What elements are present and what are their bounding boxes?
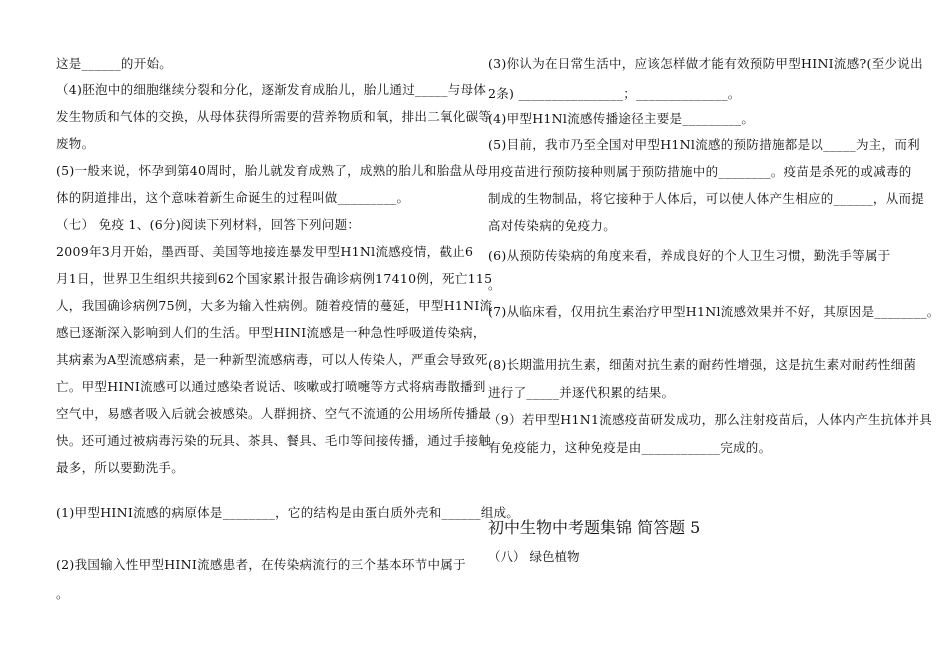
- question-6: (6)从预防传染病的角度来看，养成良好的个人卫生习惯，勤洗手等属于: [488, 248, 891, 263]
- text-line: 有免疫能力，这种免疫是由____________完成的。: [488, 440, 772, 455]
- question-9: （9）若甲型H1N1流感疫苗研发成功，那么注射疫苗后，人体内产生抗体并具: [488, 412, 932, 427]
- question-3: (3)你认为在日常生活中，应该怎样做才能有效预防甲型HINI流感?(至少说出: [488, 56, 923, 71]
- text-line: 人，我国确诊病例75例，大多为输入性病例。随着疫情的蔓延，甲型H1NI流: [56, 298, 493, 313]
- question-7: (7)从临床看，仅用抗生素治疗甲型H1Nl流感效果并不好，其原因是________。: [488, 304, 940, 319]
- text-line: 月1日，世界卫生组织共接到62个国家累计报告确诊病例17410例，死亡115: [56, 271, 493, 286]
- text-line: 发生物质和气体的交换，从母体获得所需要的营养物质和氧，排出二氧化碳等: [56, 109, 492, 124]
- text-line: 。: [488, 277, 501, 292]
- text-line: 体的阴道排出，这个意味着新生命诞生的过程叫做_________。: [56, 190, 410, 205]
- text-line: 高对传染病的免疫力。: [488, 218, 617, 233]
- text-line: 废物。: [56, 136, 95, 151]
- text-line: 快。还可通过被病毒污染的玩具、茶具、餐具、毛巾等间接传播，通过手接触: [56, 433, 492, 448]
- text-line: 2条) ________________；______________。: [488, 86, 741, 101]
- text-line: 2009年3月开始，墨西哥、美国等地接连暴发甲型H1Nl流感疫情，截止6: [56, 244, 474, 259]
- section-heading-immunity: （七） 免疫 1、(6分)阅读下列材料，回答下列问题：: [56, 217, 361, 232]
- text-line: 用疫苗进行预防接种则属于预防措施中的________。疫苗是杀死的或减毒的: [488, 164, 912, 179]
- question-8: (8)长期滥用抗生素，细菌对抗生素的耐药性增强，这是抗生素对耐药性细菌: [488, 357, 917, 372]
- text-line: 空气中，易感者吸入后就会被感染。人群拥挤、空气不流通的公用场所传播最: [56, 406, 492, 421]
- section-subheading: （八） 绿色植物: [488, 549, 580, 564]
- text-line: 。: [56, 586, 69, 601]
- text-line: 进行了_____并逐代积累的结果。: [488, 385, 675, 400]
- question-1: (1)甲型HINI流感的病原体是________，它的结构是由蛋白质外壳和______组成。: [56, 505, 520, 520]
- question-5: (5)目前，我市乃至全国对甲型H1Nl流感的预防措施都是以_____为主，而利: [488, 137, 920, 152]
- text-line: (5)一般来说，怀孕到第40周时，胎儿就发育成熟了，成熟的胎儿和胎盘从母: [56, 163, 488, 178]
- question-4: (4)甲型H1Nl流感传播途径主要是_________。: [488, 111, 755, 126]
- text-line: 这是______的开始。: [56, 56, 173, 71]
- text-line: 其病素为A型流感病素，是一种新型流感病毒，可以人传染人，严重会导致死: [56, 352, 488, 367]
- text-line: 感已逐渐深入影响到人们的生活。甲型HINI流感是一种急性呼吸道传染病，: [56, 325, 486, 340]
- question-2: (2)我国输入性甲型HINI流感患者，在传染病流行的三个基本环节中属于: [56, 557, 466, 572]
- text-line: （4)胚泡中的细胞继续分裂和分化，逐渐发育成胎儿，胎儿通过_____与母体: [56, 82, 487, 97]
- page-heading: 初中生物中考题集锦 简答题 5: [488, 518, 701, 537]
- text-line: 制成的生物制品，将它接种于人体后，可以使人体产生相应的______，从而提: [488, 191, 925, 206]
- text-line: 亡。甲型HINI流感可以通过感染者说话、咳嗽或打喷嚏等方式将病毒散播到: [56, 379, 486, 394]
- text-line: 最多，所以要勤洗手。: [56, 460, 185, 475]
